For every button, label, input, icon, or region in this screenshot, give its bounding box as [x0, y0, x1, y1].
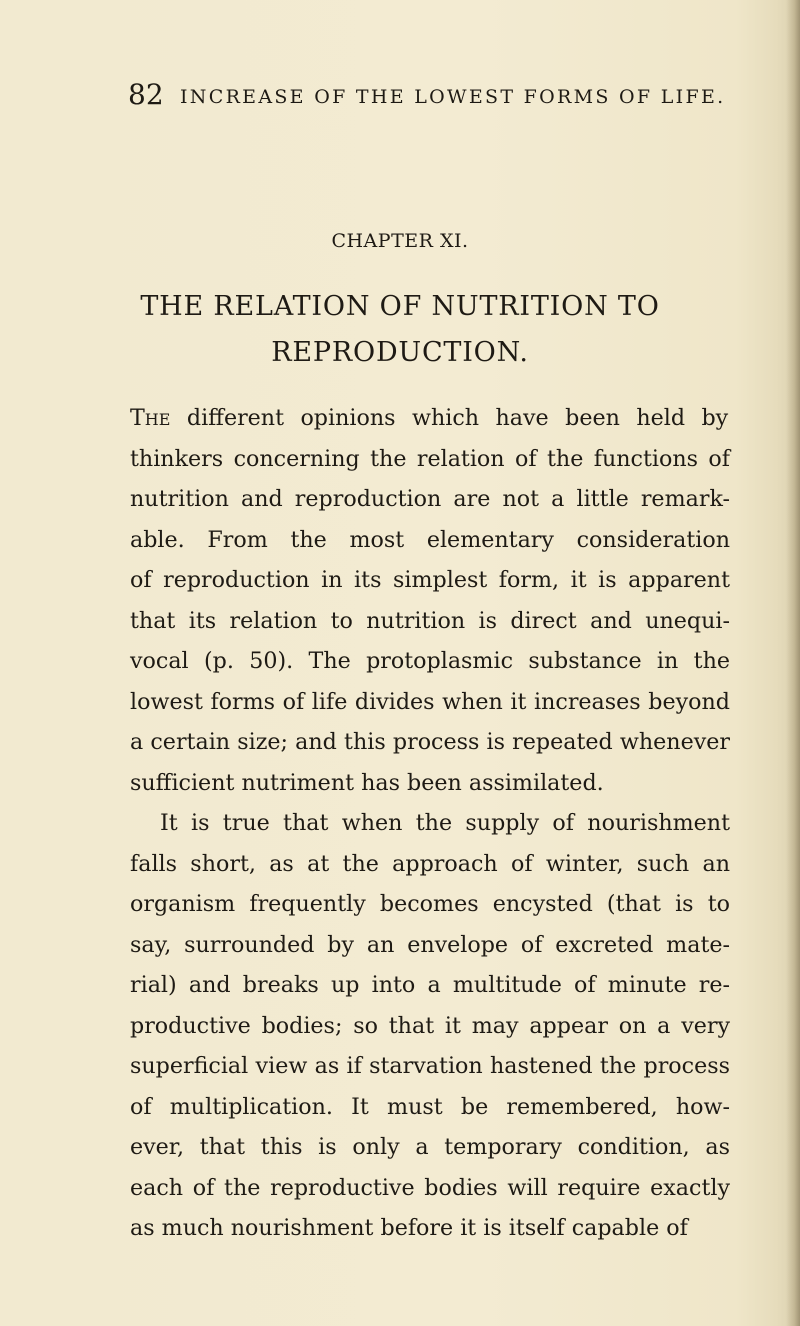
chapter-title-line-1: THE RELATION OF NUTRITION TO: [140, 291, 660, 322]
body-line-5: of reproduction in its simplest form, it is apparent: [130, 567, 730, 593]
chapter-title-line-2: REPRODUCTION.: [271, 337, 529, 368]
body-text: [130, 398, 730, 1249]
body-line-14: say, surrounded by an envelope of excreted mate-: [130, 931, 730, 958]
chapter-title: [0, 284, 800, 376]
body-line-12: falls short, as at the approach of winter, such an: [130, 850, 730, 877]
body-line-10: sufficient nutriment has been assimilated.: [130, 769, 604, 796]
body-line-18: of multiplication. It must be remembered, how-: [130, 1093, 730, 1120]
page-edge-shadow: [786, 0, 800, 1326]
body-line-1-text: different opinions which have been held by: [170, 405, 729, 431]
page-number: 82: [128, 78, 164, 111]
body-line-8: lowest forms of life divides when it increases beyond: [130, 688, 730, 715]
body-line-21: as much nourishment before it is itself capable of: [130, 1215, 688, 1241]
body-line-19: ever, that this is only a temporary condition, as: [130, 1134, 730, 1160]
body-line-3: nutrition and reproduction are not a little remark-: [130, 486, 730, 512]
running-title: INCREASE OF THE LOWEST FORMS OF LIFE.: [180, 86, 726, 108]
body-line-2: thinkers concerning the relation of the functions of: [130, 445, 730, 472]
body-line-6: that its relation to nutrition is direct and unequi-: [130, 607, 730, 634]
body-line-11: It is true that when the supply of nourishment: [160, 810, 730, 836]
body-line-16: productive bodies; so that it may appear on a very: [130, 1012, 730, 1039]
chapter-label: CHAPTER XI.: [331, 230, 469, 252]
body-line-20: each of the reproductive bodies will require exactly: [130, 1174, 730, 1201]
body-line-4: able. From the most elementary consideration: [130, 526, 730, 553]
body-line-1: [130, 398, 730, 439]
body-line-9: a certain size; and this process is repeated whenever: [130, 729, 730, 755]
running-head: [128, 78, 728, 118]
lead-word: The: [130, 405, 171, 431]
body-line-17: superficial view as if starvation hastened the process: [130, 1053, 730, 1079]
body-line-7: vocal (p. 50). The protoplasmic substance in the: [130, 648, 730, 674]
body-line-13: organism frequently becomes encysted (that is to: [130, 891, 730, 917]
body-line-15: rial) and breaks up into a multitude of minute re-: [130, 972, 730, 998]
